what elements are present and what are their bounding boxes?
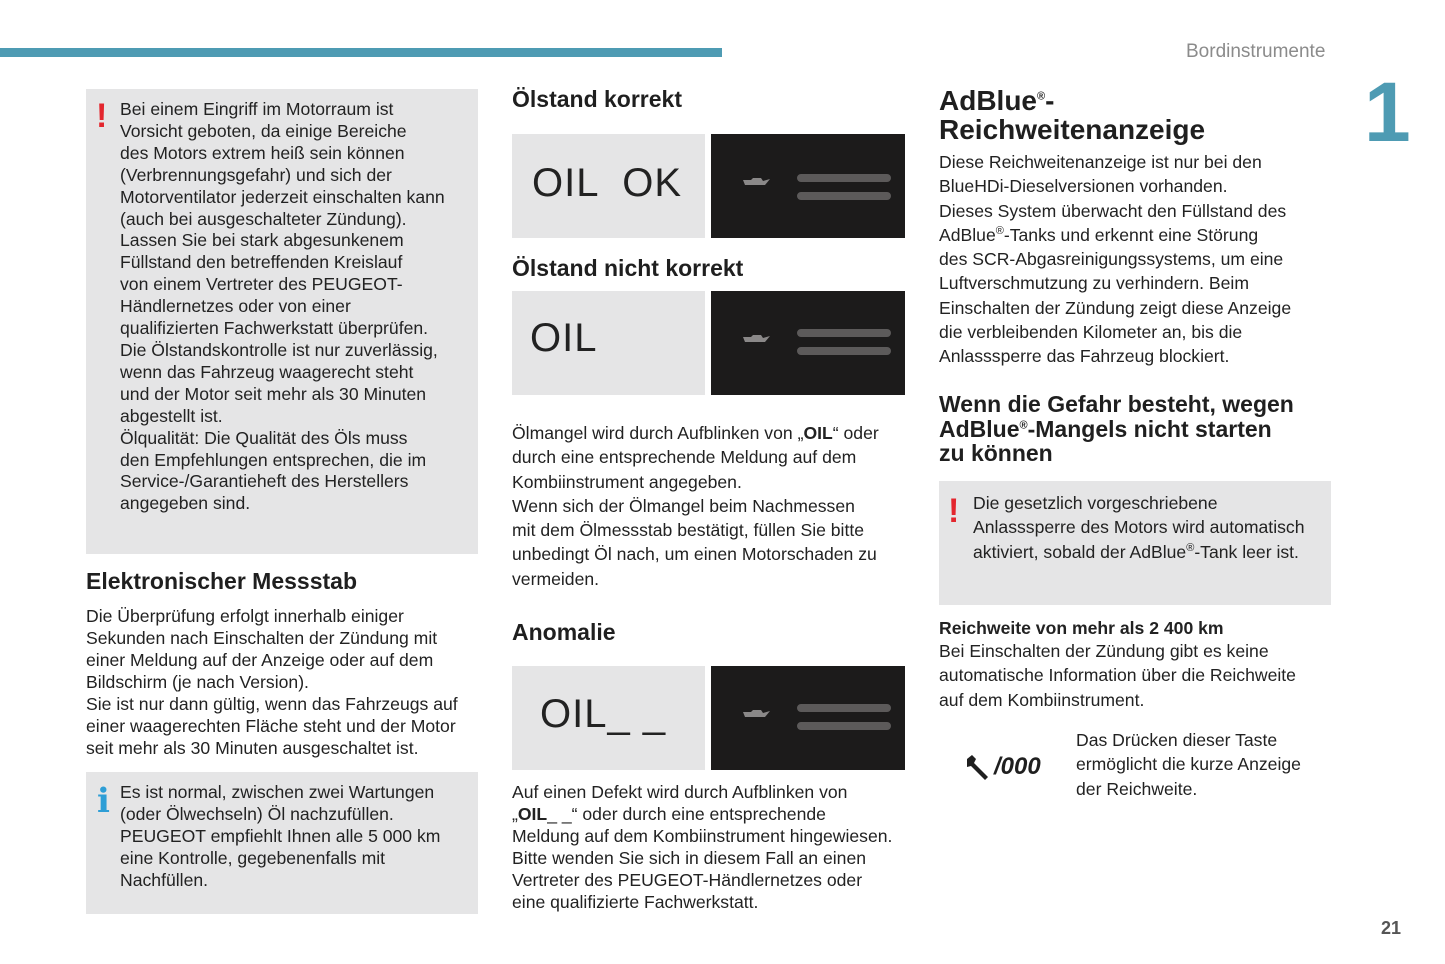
warning-text-line: Bei einem Eingriff im Motorraum ist [120,99,394,119]
warning-box-adblue [939,481,1331,605]
warning-text [120,99,476,515]
dark-panel-oil-not-ok [711,291,905,395]
title-dash: - [1045,85,1055,116]
warning-text-line: Lassen Sie bei stark abgesunkenem [120,230,404,251]
display-text-oil: OIL [530,316,598,360]
page-number: 21 [1381,918,1402,938]
heading-oil-ok: Ölstand korrekt [512,86,682,112]
blurred-message-line [797,329,891,337]
wrench-icon [964,753,994,783]
oil-can-icon [739,331,773,345]
range-button-label: /000 [994,753,1041,780]
adblue-warning-part2: -Tank leer ist. [1194,541,1299,562]
anomaly-rest: _ _“ oder durch eine entsprechende Meldung auf dem Kombiinstrument hingewiesen. Bitte wenden Sie sich in diesem Fall an einen Vertreter des PEUGEOT-Händlernetzes oder eine qualifizierte Fachwerkstatt. [512,804,893,912]
heading-oil-not-ok: Ölstand nicht korrekt [512,255,744,281]
adblue-warning-part1: Die gesetzlich vorgeschriebene Anlasssperre des Motors wird automatisch aktiviert, sobald der AdBlue [973,493,1305,562]
dark-panel-oil-ok [711,134,905,238]
anomaly-text [512,781,912,913]
anomaly-line1: Auf einen Defekt wird durch Aufblinken von [512,782,848,802]
dark-panel-oil-anomaly [711,666,905,770]
title-line2: Reichweitenanzeige [939,114,1206,145]
info-text: Es ist normal, zwischen zwei Wartungen (oder Ölwechseln) Öl nachzufüllen. PEUGEOT empfiehlt Ihnen alle 5 000 km eine Kontrolle, gegebenenfalls mit Nachfüllen. [120,782,441,890]
blurred-message-line [797,347,891,355]
warning-text-line: Motorventilator jederzeit einschalten kann [120,186,445,207]
chapter-number: 1 [1364,65,1411,159]
title-adblue: AdBlue [939,85,1037,116]
header-accent-bar [0,48,722,57]
warning-text-line: Service-/Garantieheft des Herstellers [120,471,409,492]
intro-part2: -Tanks und erkennt eine Störung des SCR-Abgasreinigungssystems, um eine Luftverschmutzung zu verhindern. Beim Einschalten der Zündung zeigt diese Anzeige die verbleibenden Kilometer an, bis die Anlasssperre das Fahrzeug blockiert. [939,224,1292,367]
info-box-oil-topup [86,772,478,914]
electronic-dipstick-text: Die Überprüfung erfolgt innerhalb einiger Sekunden nach Einschalten der Zündung mit einer Meldung auf der Anzeige oder auf dem Bildschirm (je nach Version). Sie ist nur dann gültig, wenn das Fahrzeugs auf einer waagerechten Fläche steht und der Motor seit mehr als 30 Minuten ausgeschaltet ist. [86,606,458,758]
warning-text-line: wenn das Fahrzeug waagerecht steht [120,361,414,382]
registered-mark: ® [1019,418,1028,431]
oil-can-icon [739,174,773,188]
warning-text-line: Händlernetzes oder von einer [120,296,351,317]
info-icon: i [97,781,110,821]
risk-line2b: -Mangels nicht starten [1027,415,1272,442]
warning-text-line: (auch bei ausgeschalteter Zündung). [120,208,407,229]
adblue-intro-text [939,150,1339,369]
warning-text-line: (Verbrennungsgefahr) und sich der [120,164,392,185]
oil-shortage-prefix: Ölmangel wird durch Aufblinken von „ [512,423,804,443]
warning-text-line: den Empfehlungen entsprechen, die im [120,449,427,470]
registered-mark: ® [1037,90,1046,103]
heading-adblue-range [939,86,1339,144]
display-oil-anomaly [512,666,705,770]
oil-can-icon [739,706,773,720]
oil-keyword: OIL [517,804,548,824]
heading-electronic-dipstick: Elektronischer Messstab [86,568,358,594]
button-description-text: Das Drücken dieser Taste ermöglicht die kurze Anzeige der Reichweite. [1076,730,1301,799]
risk-line1: Wenn die Gefahr besteht, wegen [939,391,1294,417]
warning-text-line: angegeben sind. [120,493,251,514]
display-text-oil-ok: OIL OK [532,161,683,205]
heading-adblue-risk [939,392,1339,466]
oil-shortage-rest: “ oder durch eine entsprechende Meldung auf dem Kombiinstrument angegeben. Wenn sich der Ölmangel beim Nachmessen mit dem Ölmessstab bestätigt, füllen Sie bitte unbedingt Öl nach, um einen Motorschaden zu vermeiden. [512,423,879,589]
anomaly-prefix: „ [512,804,518,824]
risk-line3: zu können [939,440,1053,466]
range-button-graphic [964,753,1056,785]
warning-text-line: Ölqualität: Die Qualität des Öls muss [120,427,408,448]
display-text-oil-anomaly: OIL_ _ [540,692,667,736]
adblue-warning-text [973,491,1331,564]
section-title: Bordinstrumente [1186,41,1326,62]
registered-mark: ® [995,225,1004,238]
oil-keyword: OIL [803,423,833,443]
oil-shortage-text [512,421,912,591]
warning-text-line: qualifizierten Fachwerkstatt überprüfen. [120,318,429,339]
range-heading: Reichweite von mehr als 2 400 km [939,618,1224,638]
risk-line2a: AdBlue [939,415,1020,442]
intro-part1: Diese Reichweitenanzeige ist nur bei den BlueHDi-Dieselversionen vorhanden. Dieses System überwacht den Füllstand des AdBlue [939,152,1287,245]
warning-text-line: des Motors extrem heiß sein können [120,142,405,163]
warning-text-line: und der Motor seit mehr als 30 Minuten [120,383,427,404]
warning-text-line: abgestellt ist. [120,405,223,426]
blurred-message-line [797,174,891,182]
warning-text-line: von einem Vertreter des PEUGEOT- [120,274,403,295]
range-text: Bei Einschalten der Zündung gibt es keine automatische Information über die Reichweite auf dem Kombiinstrument. [939,641,1296,710]
heading-anomaly: Anomalie [512,619,616,645]
warning-text-line: Füllstand den betreffenden Kreislauf [120,252,403,273]
blurred-message-line [797,722,891,730]
blurred-message-line [797,704,891,712]
warning-box-engine [86,89,478,554]
display-oil-ok [512,134,705,238]
warning-text-line: Die Ölstandskontrolle ist nur zuverlässig, [120,339,438,360]
display-oil-not-ok [512,291,705,395]
blurred-message-line [797,192,891,200]
warning-exclamation-icon: ! [96,97,108,135]
warning-text-line: Vorsicht geboten, da einige Bereiche [120,120,407,141]
warning-exclamation-icon: ! [948,492,960,530]
registered-mark: ® [1186,541,1195,554]
